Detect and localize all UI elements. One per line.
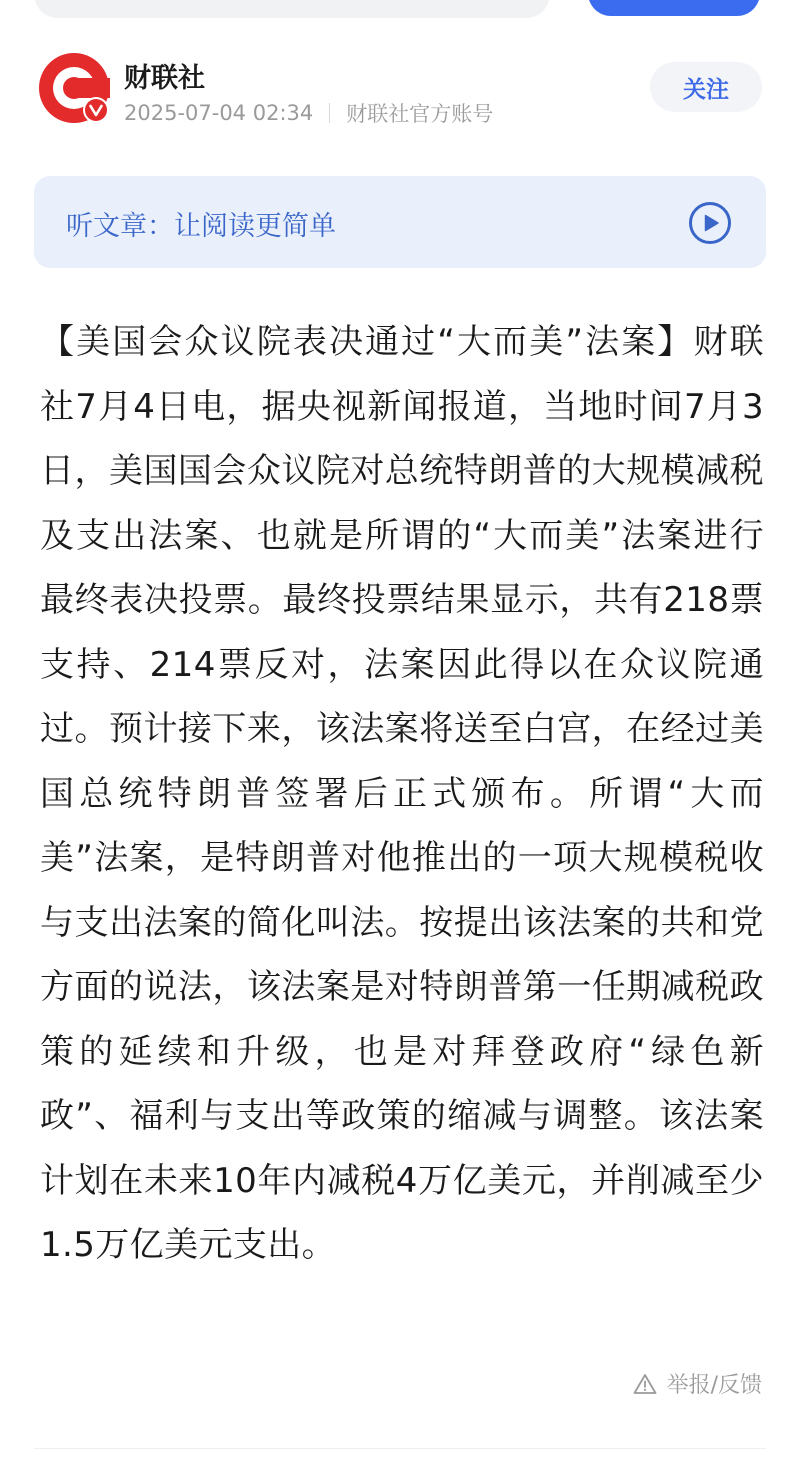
top-action-button[interactable] xyxy=(588,0,760,16)
author-meta xyxy=(124,98,493,128)
author-name[interactable]: 财联社 xyxy=(124,63,205,94)
author-header xyxy=(38,52,762,128)
listen-label: 听文章：让阅读更简单 xyxy=(66,211,336,242)
search-bar[interactable] xyxy=(34,0,550,18)
divider xyxy=(34,1448,766,1449)
author-avatar[interactable] xyxy=(38,52,110,124)
play-circle-icon[interactable] xyxy=(688,201,732,245)
publish-time: 2025-07-04 02:34 xyxy=(124,101,314,125)
report-label: 举报/反馈 xyxy=(666,1373,762,1398)
article-body xyxy=(40,310,764,1278)
account-type: 财联社官方账号 xyxy=(346,102,494,126)
follow-button[interactable]: 关注 xyxy=(650,62,762,112)
report-feedback-link[interactable] xyxy=(633,1368,762,1399)
listen-article-bar[interactable] xyxy=(34,176,766,268)
article-paragraph: 【美国会众议院表决通过“大而美”法案】财联社7月4日电，据央视新闻报道，当地时间7月3日，美国国会众议院对总统特朗普的大规模减税及支出法案、也就是所谓的“大而美”法案进行最终表决投票。最终投票结果显示，共有218票支持、214票反对，法案因此得以在众议院通过。预计接下来，该法案将送至白宫，在经过美国总统特朗普签署后正式颁布。所谓“大而美”法案，是特朗普对他推出的一项大规模税收与支出法案的简化叫法。按提出该法案的共和党方面的说法，该法案是对特朗普第一任期减税政策的延续和升级，也是对拜登政府“绿色新政”、福利与支出等政策的缩减与调整。该法案计划在未来10年内减税4万亿美元，并削减至少1.5万亿美元支出。 xyxy=(40,322,764,1265)
warning-triangle-icon xyxy=(633,1373,657,1395)
cailianshe-logo-icon xyxy=(38,52,110,124)
meta-divider xyxy=(329,103,330,123)
